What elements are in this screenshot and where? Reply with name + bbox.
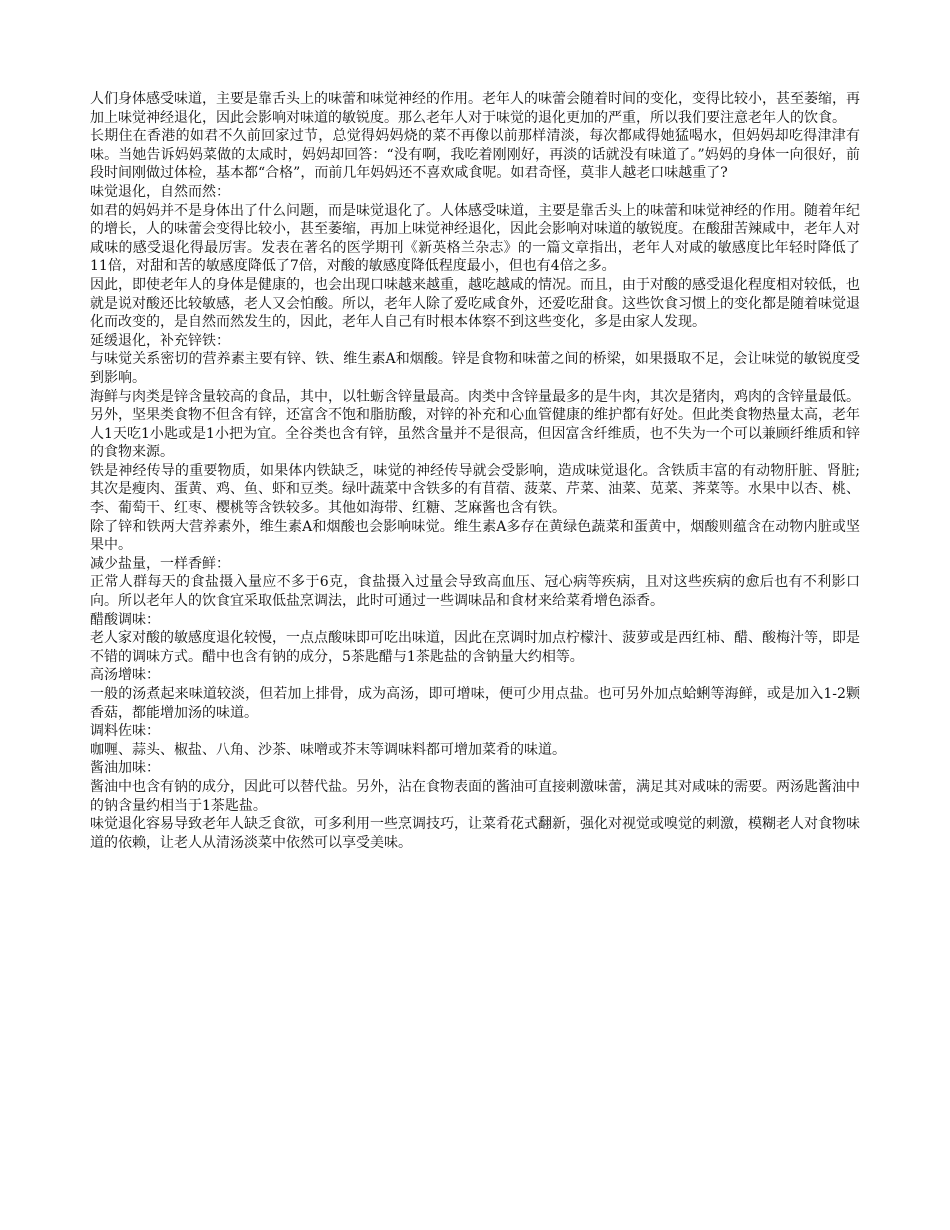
paragraph: 与味觉关系密切的营养素主要有锌、铁、维生素A和烟酸。锌是食物和味蕾之间的桥梁，如果摄取不足，会让味觉的敏锐度受到影响。 <box>90 351 860 386</box>
section-heading: 减少盐量，一样香鲜： <box>90 555 230 572</box>
section-heading: 醋酸调味： <box>90 611 160 628</box>
paragraph: 咖喱、蒜头、椒盐、八角、沙茶、味噌或芥末等调味料都可增加菜肴的味道。 <box>90 741 566 758</box>
paragraph: 酱油中也含有钠的成分，因此可以替代盐。另外，沾在食物表面的酱油可直接刺激味蕾，满足其对咸味的需要。两汤匙酱油中的钠含量约相当于1茶匙盐。 <box>90 778 860 814</box>
paragraph: 一般的汤煮起来味道较淡，但若加上排骨，成为高汤，即可增味，便可少用点盐。也可另外加点蛤蜊等海鲜，或是加入1-2颗香菇，都能增加汤的味道。 <box>90 686 860 721</box>
article-body <box>90 90 860 852</box>
paragraph: 长期住在香港的如君不久前回家过节，总觉得妈妈烧的菜不再像以前那样清淡，每次都咸得她猛喝水，但妈妈却吃得津津有味。当她告诉妈妈菜做的太咸时，妈妈却回答：“没有啊，我吃着刚刚好，再淡的话就没有味道了。”妈妈的身体一向很好，前段时间刚做过体检，基本都“合格”，而前几年妈妈还不喜欢咸食呢。如君奇怪，莫非人越老口味越重了? <box>90 128 860 182</box>
paragraph: 铁是神经传导的重要物质，如果体内铁缺乏，味觉的神经传导就会受影响，造成味觉退化。含铁质丰富的有动物肝脏、肾脏;其次是瘦肉、蛋黄、鸡、鱼、虾和豆类。绿叶蔬菜中含铁多的有苜蓿、菠菜、芹菜、油菜、苋菜、荠菜等。水果中以杏、桃、李、葡萄干、红枣、樱桃等含铁较多。其他如海带、红糖、芝麻酱也含有铁。 <box>90 462 860 517</box>
section-heading: 延缓退化，补充锌铁： <box>90 332 230 349</box>
paragraph: 因此，即使老年人的身体是健康的，也会出现口味越来越重，越吃越咸的情况。而且，由于对酸的感受退化程度相对较低，也就是说对酸还比较敏感，老人又会怕酸。所以，老年人除了爱吃咸食外，还爱吃甜食。这些饮食习惯上的变化都是随着味觉退化而改变的，是自然而然发生的，因此，老年人自己有时根本体察不到这些变化，多是由家人发现。 <box>90 276 860 331</box>
paragraph: 除了锌和铁两大营养素外，维生素A和烟酸也会影响味觉。维生素A多存在黄绿色蔬菜和蛋黄中，烟酸则蕴含在动物内脏或坚果中。 <box>90 518 860 554</box>
paragraph: 味觉退化容易导致老年人缺乏食欲，可多利用一些烹调技巧，让菜肴花式翻新，强化对视觉或嗅觉的刺激，模糊老人对食物味道的依赖，让老人从清汤淡菜中依然可以享受美味。 <box>90 816 860 851</box>
section-heading: 高汤增味： <box>90 667 160 684</box>
paragraph: 老人家对酸的敏感度退化较慢，一点点酸味即可吃出味道，因此在烹调时加点柠檬汁、菠萝或是西红柿、醋、酸梅汁等，即是不错的调味方式。醋中也含有钠的成分，5茶匙醋与1茶匙盐的含钠量大约相等。 <box>90 630 860 665</box>
section-heading: 酱油加味： <box>90 760 160 777</box>
section-heading: 调料佐味： <box>90 723 160 740</box>
paragraph: 海鲜与肉类是锌含量较高的食品，其中，以牡蛎含锌量最高。肉类中含锌量最多的是牛肉，其次是猪肉，鸡肉的含锌量最低。另外，坚果类食物不但含有锌，还富含不饱和脂肪酸，对锌的补充和心血管健康的维护都有好处。但此类食物热量太高，老年人1天吃1小匙或是1小把为宜。全谷类也含有锌，虽然含量并不是很高，但因富含纤维质，也不失为一个可以兼顾纤维质和锌的食物来源。 <box>90 388 860 461</box>
paragraph: 人们身体感受味道，主要是靠舌头上的味蕾和味觉神经的作用。老年人的味蕾会随着时间的变化，变得比较小，甚至萎缩，再加上味觉神经退化，因此会影响对味道的敏锐度。那么老年人对于味觉的退化更加的严重，所以我们要注意老年人的饮食。 <box>90 91 860 126</box>
paragraph: 正常人群每天的食盐摄入量应不多于6克，食盐摄入过量会导致高血压、冠心病等疾病，且对这些疾病的愈后也有不利影口向。所以老年人的饮食宜采取低盐烹调法，此时可通过一些调味品和食材来给菜肴增色添香。 <box>90 574 860 610</box>
section-heading: 味觉退化，自然而然： <box>90 183 230 200</box>
paragraph: 如君的妈妈并不是身体出了什么问题，而是味觉退化了。人体感受味道，主要是靠舌头上的味蕾和味觉神经的作用。随着年纪的增长，人的味蕾会变得比较小，甚至萎缩，再加上味觉神经退化，因此会影响对味道的敏锐度。在酸甜苦辣咸中，老年人对咸味的感受退化得最厉害。发表在著名的医学期刊《新英格兰杂志》的一篇文章指出，老年人对咸的敏感度比年轻时降低了11倍，对甜和苦的敏感度降低了7倍，对酸的敏感度降低程度最小，但也有4倍之多。 <box>90 202 860 275</box>
